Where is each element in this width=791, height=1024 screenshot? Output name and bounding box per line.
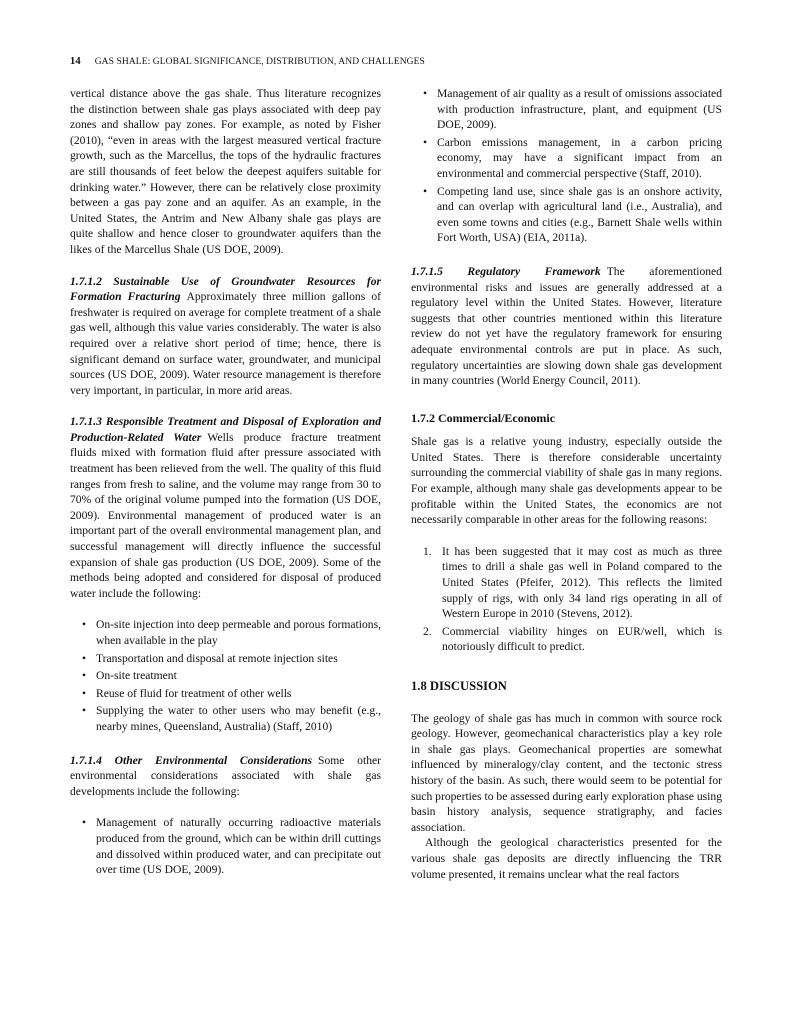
disposal-methods-list [70,617,381,734]
paragraph-discussion-1: The geology of shale gas has much in common with source rock geology. However, geomechanical characteristics play a key role in shale gas plays. Geomechanical properties are somewhat influenced by mineralogy/clay content, and the tectonic stress history of the basin. As such, there would seem to be potential for such properties to be assessed during early exploration phase using basin history analysis, sequence stratigraphy, and facies association. [411,711,722,834]
list-item: • On-site injection into deep permeable and porous formations, when available in the play [82,617,381,648]
running-header [70,56,425,67]
list-item: • Transportation and disposal at remote injection sites [82,651,381,667]
subsection-title: 1.7.1.5 Regulatory Framework [411,264,601,278]
list-item: • Management of air quality as a result of omissions associated with production infrastructure, plant, and equipment (US DOE, 2009). [423,86,722,133]
right-column [411,86,722,882]
list-number: 1. [423,544,432,558]
list-number: 2. [423,624,432,638]
section-heading-1-8: 1.8 DISCUSSION [411,679,507,693]
subsection-title: 1.7.1.2 Sustainable Use of Groundwater Resources for Formation Fracturing [70,274,381,304]
list-item: • Management of naturally occurring radioactive materials produced from the ground, which can be within drill cuttings and dissolved within produced water, and can precipitate out over time (US DOE, 2009). [82,815,381,877]
paragraph-discussion-2: Although the geological characteristics presented for the various shale gas deposits are directly influencing the TRR volume presented, it remains unclear what the real factors [411,836,722,881]
running-title: GAS SHALE: GLOBAL SIGNIFICANCE, DISTRIBUTION, AND CHALLENGES [94,57,425,67]
subsection-text: Some other environmental considerations associated with shale gas developments include the following: [70,753,381,798]
section-1-7-1-3 [70,414,381,601]
list-text: Commercial viability hinges on EUR/well, which is notoriously difficult to predict. [442,624,722,654]
list-item: • Competing land use, since shale gas is an onshore activity, and can overlap with agricultural land (i.e., Australia), and even some towns and cities (e.g., Barnett Shale wells within Fort Worth, USA) (EIA, 2011a). [423,184,722,246]
paragraph-intro: vertical distance above the gas shale. Thus literature recognizes the distinction between shale gas plays associated with deep pay zones and shallow pay zones. For example, as noted by Fisher (2010), “even in areas with the largest measured vertical fracture growth, such as the Marcellus, the tops of the hydraulic fractures are still thousands of feet below the deepest aquifers suitable for drinking water.” However, there can be relatively close proximity between a gas pay zone and an aquifer. As an example, in the United States, the Antrim and New Albany shale gas plays are quite shallow and hence closer to groundwater aquifers than the likes of the Marcellus Shale (US DOE, 2009). [70,87,381,256]
subsection-title: 1.7.1.4 Other Environmental Considerations [70,753,313,767]
section-1-7-1-5 [411,264,722,389]
page-number: 14 [70,56,81,67]
environmental-considerations-list-cont [411,86,722,246]
section-1-7-1-2 [70,274,381,399]
section-heading-1-7-2: 1.7.2 Commercial/Economic [411,410,556,425]
subsection-text: The aforementioned environmental risks and issues are generally addressed at a regulatory level within the United States. However, literature suggests that other countries mentioned within this literature review do not yet have the regulatory framework for ensuring adequate environmental controls are put in place. As such, regulatory uncertainties are slowing down shale gas development in many countries (World Energy Council, 2011). [411,264,722,388]
list-text: It has been suggested that it may cost as much as three times to drill a shale gas well in Poland compared to the United States (Pfeifer, 2012). This reflects the limited supply of rigs, with only 34 land rigs operating in all of Western Europe in 2010 (Stevens, 2012). [442,544,722,621]
left-column [70,86,381,880]
commercial-reasons-list [411,544,722,655]
list-item [423,624,722,655]
subsection-title: 1.7.1.3 Responsible Treatment and Disposal of Exploration and Production-Related Water [70,415,381,444]
environmental-considerations-list [70,815,381,877]
subsection-text: Wells produce fracture treatment fluids mixed with formation fluid after pressure associated with treatment has been relieved from the well. The quality of this fluid ranges from fresh to saline, and the volume may range from 30 to 70% of the original volume pumped into the formation (US DOE, 2009). Environmental management of produced water is an important part of the overall environmental management plan, and successful management will directly influence the successful expansion of shale gas production (US DOE, 2009). Some of the methods being adopted and considered for disposal of produced water include the following: [70,430,382,600]
list-item [423,544,722,622]
list-item: • Carbon emissions management, in a carbon pricing economy, may have a significant impact from an environmental and commercial perspective (Staff, 2010). [423,135,722,182]
paragraph-commercial: Shale gas is a relative young industry, especially outside the United States. There is therefore considerable uncertainty surrounding the commercial viability of shale gas in many regions. For example, although many shale gas developments appear to be profitable within the United States, the economics are not necessarily comparable in other areas for the following reasons: [411,435,722,527]
list-item: • Supplying the water to other users who may benefit (e.g., nearby mines, Queensland, Australia) (Staff, 2010) [82,703,381,734]
subsection-text: Approximately three million gallons of freshwater is required on average for complete treatment of a shale gas well, although this value varies considerably. The water is also required over a relative short period of time; hence, there is significant demand on surface water, groundwater, and municipal sources (US DOE, 2009). Water resource management is therefore very important, in particular, in more arid areas. [70,290,381,397]
section-1-7-1-4 [70,753,381,800]
list-item: • Reuse of fluid for treatment of other wells [82,686,381,702]
list-item: • On-site treatment [82,668,381,684]
